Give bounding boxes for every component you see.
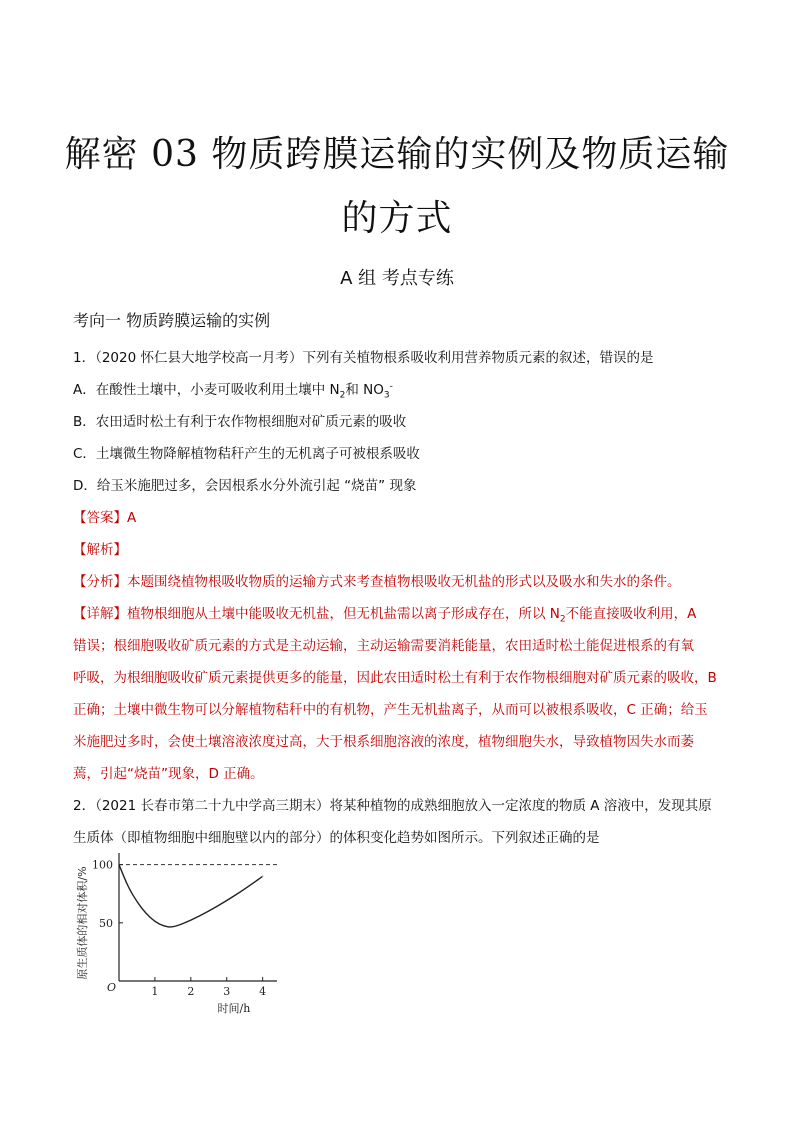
q1-option-a-text: A．在酸性土壤中，小麦可吸收利用土壤中 N xyxy=(73,382,340,398)
y-tick-label: 50 xyxy=(99,916,113,930)
x-tick-label: 4 xyxy=(259,985,267,998)
q1-answer xyxy=(73,506,136,526)
q1-option-b: B．农田适时松土有利于农作物根细胞对矿质元素的吸收 xyxy=(73,414,407,430)
q1-xiangjie-line-4: 正确；土壤中微生物可以分解植物秸秆中的有机物，产生无机盐离子，从而可以被根系吸收，C 正确；给玉 xyxy=(73,702,708,718)
xiangjie-text-1b: 不能直接吸收利用，A xyxy=(565,606,697,622)
q2-stem-line-1: 2．（2021 长春市第二十九中学高三期末）将某种植物的成熟细胞放入一定浓度的物质 A 溶液中，发现其原 xyxy=(73,798,712,814)
q1-option-a xyxy=(73,378,393,401)
x-tick-label: 1 xyxy=(151,985,159,998)
q1-option-c: C．土壤微生物降解植物秸秆产生的无机离子可被根系吸收 xyxy=(73,446,420,462)
section-heading: 考向一 物质跨膜运输的实例 xyxy=(73,311,271,330)
q1-option-a-sub2: 3 xyxy=(383,390,390,401)
q1-xiangjie-line-2: 错误；根细胞吸收矿质元素的方式是主动运输，主动运输需要消耗能量，农田适时松土能促进根系的有氧 xyxy=(73,638,694,654)
origin-label: O xyxy=(107,981,117,994)
x-tick-label: 2 xyxy=(187,985,195,998)
q1-xiangjie-line-3: 呼吸，为根细胞吸收矿质元素提供更多的能量，因此农田适时松土有利于农作物根细胞对矿质元素的吸收，B xyxy=(73,670,717,686)
q1-fenxi xyxy=(73,570,681,590)
x-tick-label: 3 xyxy=(223,985,231,998)
q2-stem-line-2: 生质体（即植物细胞中细胞壁以内的部分）的体积变化趋势如图所示。下列叙述正确的是 xyxy=(73,830,600,846)
fenxi-text: 本题围绕植物根吸收物质的运输方式来考查植物根吸收无机盐的形式以及吸水和失水的条件。 xyxy=(127,574,681,590)
page-title-line-2: 的方式 xyxy=(341,198,453,239)
q1-option-a-sub: 2 xyxy=(339,390,346,401)
volume-chart xyxy=(72,848,292,1018)
group-heading: A 组 考点专练 xyxy=(340,268,454,289)
q1-option-d: D．给玉米施肥过多，会因根系水分外流引起 “烧苗” 现象 xyxy=(73,478,417,494)
xiangjie-sub: 2 xyxy=(559,614,566,625)
q1-xiangjie-line-5: 米施肥过多时，会使土壤溶液浓度过高，大于根系细胞溶液的浓度，植物细胞失水，导致植物因失水而萎 xyxy=(73,734,694,750)
series-line-0 xyxy=(119,865,263,927)
y-tick-label: 100 xyxy=(92,858,113,872)
fenxi-tag: 【分析】 xyxy=(73,574,127,590)
answer-value: A xyxy=(127,510,137,526)
q1-stem: 1．（2020 怀仁县大地学校高一月考）下列有关植物根系吸收利用营养物质元素的叙述，错误的是 xyxy=(73,350,654,366)
q1-xiangjie-line-1 xyxy=(73,602,696,625)
x-axis-label: 时间/h xyxy=(217,1002,251,1015)
q1-option-a-sup: - xyxy=(389,381,393,392)
answer-tag: 【答案】 xyxy=(73,510,127,526)
page-title-line-1: 解密 03 物质跨膜运输的实例及物质运输 xyxy=(64,134,730,175)
xiangjie-tag: 【详解】 xyxy=(73,606,127,622)
y-axis-label: 原生质体的相对体积/% xyxy=(76,866,89,980)
analysis-tag: 【解析】 xyxy=(73,542,127,558)
q1-analysis-heading xyxy=(73,538,127,558)
q1-option-a-mid: 和 NO xyxy=(345,382,384,398)
q1-xiangjie-line-6: 蔫，引起“烧苗”现象，D 正确。 xyxy=(73,766,264,782)
xiangjie-text-1: 植物根细胞从土壤中能吸收无机盐，但无机盐需以离子形成存在，所以 N xyxy=(127,606,560,622)
